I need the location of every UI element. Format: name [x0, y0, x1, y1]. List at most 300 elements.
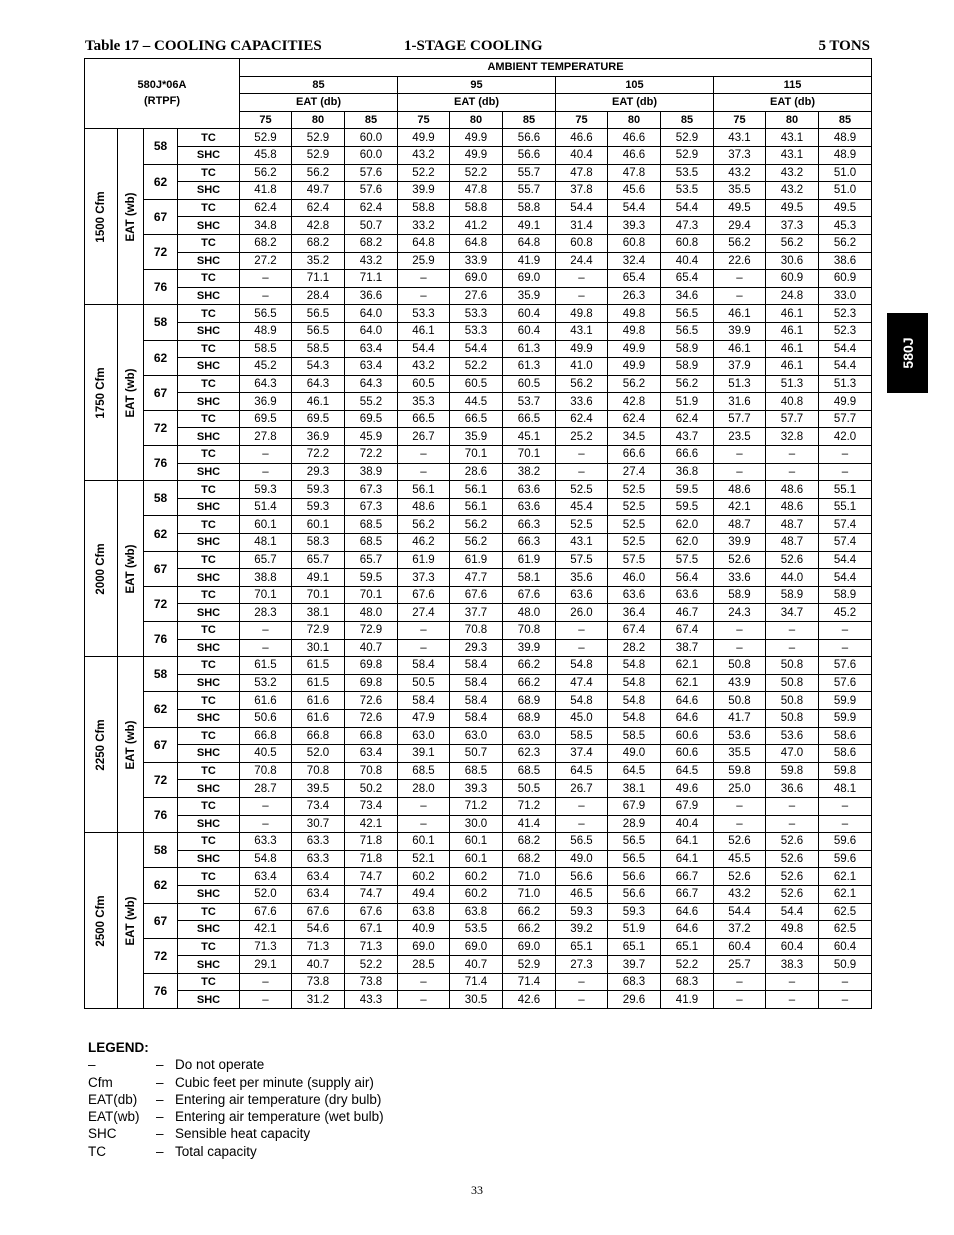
capacity-value: 58.5 [608, 727, 661, 745]
capacity-value: 28.2 [608, 639, 661, 657]
capacity-value: 64.6 [661, 692, 714, 710]
ambient-temp: 95 [398, 76, 556, 94]
shc-label: SHC [178, 815, 240, 833]
capacity-value: 63.4 [345, 358, 398, 376]
eat-db-value: 80 [292, 111, 345, 129]
capacity-value: 67.3 [345, 481, 398, 499]
capacity-value: 49.5 [714, 199, 766, 217]
capacity-value: 30.6 [766, 252, 819, 270]
wet-bulb-temp: 72 [144, 762, 178, 797]
tc-label: TC [178, 797, 240, 815]
eat-db-value: 75 [240, 111, 292, 129]
legend-item [88, 1143, 384, 1160]
capacity-value: 62.4 [345, 199, 398, 217]
shc-label: SHC [178, 498, 240, 516]
table-row [85, 586, 872, 604]
table-row [85, 234, 872, 252]
capacity-value: 66.5 [503, 410, 556, 428]
capacity-value: 62.3 [503, 745, 556, 763]
wet-bulb-temp: 67 [144, 551, 178, 586]
capacity-value: 59.6 [819, 850, 872, 868]
capacity-value: 63.8 [398, 903, 450, 921]
capacity-value: 37.8 [556, 182, 608, 200]
table-row [85, 797, 872, 815]
capacity-value: 60.2 [398, 868, 450, 886]
capacity-value: 63.0 [450, 727, 503, 745]
capacity-value: 31.2 [292, 991, 345, 1009]
capacity-value: – [766, 991, 819, 1009]
capacity-value: 56.6 [608, 868, 661, 886]
eat-wb-label: EAT (wb) [118, 481, 144, 657]
capacity-value: 48.6 [398, 498, 450, 516]
capacity-value: 35.5 [714, 745, 766, 763]
capacity-value: – [240, 270, 292, 288]
capacity-value: 41.2 [450, 217, 503, 235]
capacity-value: 55.1 [819, 481, 872, 499]
capacity-value: 39.5 [292, 780, 345, 798]
legend-dash: – [156, 1074, 164, 1090]
capacity-value: 33.6 [714, 569, 766, 587]
capacity-value: 67.1 [345, 921, 398, 939]
table-row [85, 622, 872, 640]
capacity-value: 58.9 [819, 586, 872, 604]
capacity-value: 64.0 [345, 322, 398, 340]
capacity-value: 42.8 [608, 393, 661, 411]
legend-text: Total capacity [175, 1143, 257, 1159]
shc-label: SHC [178, 463, 240, 481]
capacity-value: 52.9 [661, 146, 714, 164]
eat-wb-label: EAT (wb) [118, 305, 144, 481]
capacity-value: – [556, 815, 608, 833]
capacity-value: 61.6 [292, 709, 345, 727]
capacity-value: 54.4 [556, 199, 608, 217]
capacity-value: – [398, 270, 450, 288]
capacity-value: 50.8 [714, 657, 766, 675]
capacity-value: – [556, 797, 608, 815]
capacity-value: 50.7 [450, 745, 503, 763]
capacity-value: 57.6 [345, 164, 398, 182]
capacity-value: 39.3 [450, 780, 503, 798]
capacity-value: 65.7 [292, 551, 345, 569]
capacity-value: 52.2 [345, 956, 398, 974]
capacity-value: 36.9 [292, 428, 345, 446]
tons-label: 5 TONS [818, 38, 870, 54]
capacity-value: 37.3 [714, 146, 766, 164]
capacity-value: 50.7 [345, 217, 398, 235]
shc-label: SHC [178, 182, 240, 200]
capacity-value: 58.4 [450, 692, 503, 710]
capacity-value: 59.3 [240, 481, 292, 499]
capacity-value: 56.1 [450, 481, 503, 499]
capacity-value: 64.5 [608, 762, 661, 780]
capacity-value: 47.8 [608, 164, 661, 182]
tc-label: TC [178, 270, 240, 288]
capacity-value: – [240, 446, 292, 464]
cfm-label: 2500 Cfm [85, 833, 118, 1009]
capacity-value: 33.2 [398, 217, 450, 235]
capacity-value: 66.8 [345, 727, 398, 745]
capacity-value: 64.8 [503, 234, 556, 252]
capacity-value: 71.3 [240, 938, 292, 956]
capacity-value: 48.9 [240, 322, 292, 340]
table-row [85, 217, 872, 235]
capacity-value: 49.9 [608, 358, 661, 376]
table-row [85, 340, 872, 358]
capacity-value: 40.8 [766, 393, 819, 411]
capacity-value: 54.4 [398, 340, 450, 358]
capacity-value: 60.6 [661, 745, 714, 763]
capacity-value: 52.0 [240, 885, 292, 903]
capacity-value: 63.0 [503, 727, 556, 745]
capacity-value: 37.3 [398, 569, 450, 587]
legend-item [88, 1125, 384, 1142]
legend-text: Cubic feet per minute (supply air) [175, 1074, 374, 1090]
capacity-value: 69.8 [345, 657, 398, 675]
capacity-value: 52.6 [766, 885, 819, 903]
table-row [85, 692, 872, 710]
shc-label: SHC [178, 217, 240, 235]
capacity-value: 53.2 [240, 674, 292, 692]
table-row [85, 780, 872, 798]
capacity-value: 68.2 [345, 234, 398, 252]
capacity-value: 30.7 [292, 815, 345, 833]
shc-label: SHC [178, 850, 240, 868]
tc-label: TC [178, 481, 240, 499]
capacity-value: 56.2 [714, 234, 766, 252]
capacity-value: 52.1 [398, 850, 450, 868]
capacity-value: 40.9 [398, 921, 450, 939]
capacity-value: 71.4 [503, 973, 556, 991]
capacity-value: 28.7 [240, 780, 292, 798]
capacity-value: 65.4 [608, 270, 661, 288]
capacity-value: 39.7 [608, 956, 661, 974]
capacity-value: 61.3 [503, 340, 556, 358]
table-row [85, 973, 872, 991]
capacity-value: 60.0 [345, 129, 398, 147]
table-row [85, 305, 872, 323]
table-row [85, 903, 872, 921]
capacity-value: 38.1 [292, 604, 345, 622]
legend-text: Entering air temperature (dry bulb) [175, 1091, 382, 1107]
capacity-value: 32.8 [766, 428, 819, 446]
capacity-value: 63.4 [345, 745, 398, 763]
capacity-value: 37.7 [450, 604, 503, 622]
capacity-value: 62.1 [819, 885, 872, 903]
capacity-value: 50.2 [345, 780, 398, 798]
capacity-value: 58.4 [450, 674, 503, 692]
capacity-value: – [714, 287, 766, 305]
capacity-value: 67.6 [345, 903, 398, 921]
capacity-value: 66.3 [503, 516, 556, 534]
capacity-value: 27.4 [608, 463, 661, 481]
capacity-value: – [766, 973, 819, 991]
capacity-value: 45.5 [714, 850, 766, 868]
page-number: 33 [471, 1183, 483, 1197]
capacity-value: 42.1 [714, 498, 766, 516]
capacity-value: 62.5 [819, 921, 872, 939]
shc-label: SHC [178, 956, 240, 974]
wet-bulb-temp: 62 [144, 692, 178, 727]
capacity-value: – [240, 797, 292, 815]
capacity-value: 56.5 [240, 305, 292, 323]
capacity-value: 45.2 [819, 604, 872, 622]
capacity-value: 64.3 [292, 375, 345, 393]
capacity-value: 73.8 [292, 973, 345, 991]
legend-key: – [88, 1057, 96, 1073]
capacity-value: 59.6 [819, 833, 872, 851]
capacity-value: 52.5 [556, 481, 608, 499]
capacity-value: 51.3 [714, 375, 766, 393]
capacity-value: 49.4 [398, 885, 450, 903]
wet-bulb-temp: 58 [144, 129, 178, 164]
capacity-value: 56.4 [661, 569, 714, 587]
capacity-value: 57.7 [766, 410, 819, 428]
capacity-value: 62.1 [819, 868, 872, 886]
capacity-value: 47.9 [398, 709, 450, 727]
capacity-value: 70.1 [292, 586, 345, 604]
capacity-value: 68.2 [503, 833, 556, 851]
eat-db-value: 75 [714, 111, 766, 129]
capacity-value: 56.5 [608, 850, 661, 868]
capacity-value: 68.3 [661, 973, 714, 991]
capacity-value: 63.6 [503, 498, 556, 516]
tc-label: TC [178, 938, 240, 956]
capacity-value: 47.0 [766, 745, 819, 763]
capacity-value: 59.8 [819, 762, 872, 780]
capacity-value: – [240, 463, 292, 481]
capacity-value: 45.0 [556, 709, 608, 727]
capacity-value: 67.4 [608, 622, 661, 640]
capacity-value: 70.8 [503, 622, 556, 640]
capacity-value: 71.0 [503, 885, 556, 903]
capacity-value: 49.9 [450, 129, 503, 147]
capacity-value: 56.2 [608, 375, 661, 393]
capacity-value: 73.4 [292, 797, 345, 815]
tc-label: TC [178, 129, 240, 147]
capacity-value: 60.4 [714, 938, 766, 956]
capacity-value: 49.7 [292, 182, 345, 200]
table-row [85, 833, 872, 851]
capacity-value: 66.8 [292, 727, 345, 745]
capacity-value: 64.6 [661, 709, 714, 727]
shc-label: SHC [178, 674, 240, 692]
table-row [85, 657, 872, 675]
capacity-value: 65.4 [661, 270, 714, 288]
table-row [85, 428, 872, 446]
capacity-value: 37.3 [766, 217, 819, 235]
capacity-value: 56.1 [398, 481, 450, 499]
shc-label: SHC [178, 534, 240, 552]
capacity-value: 28.4 [292, 287, 345, 305]
tc-label: TC [178, 446, 240, 464]
capacity-value: 56.5 [556, 833, 608, 851]
capacity-value: 53.5 [661, 182, 714, 200]
capacity-value: 52.2 [450, 164, 503, 182]
table-row [85, 287, 872, 305]
capacity-value: 52.6 [714, 551, 766, 569]
capacity-value: 36.8 [661, 463, 714, 481]
capacity-value: 49.9 [450, 146, 503, 164]
capacity-value: 40.4 [556, 146, 608, 164]
tc-label: TC [178, 833, 240, 851]
capacity-value: 48.6 [766, 498, 819, 516]
table-row [85, 551, 872, 569]
capacity-value: 52.5 [608, 534, 661, 552]
capacity-value: 66.6 [661, 446, 714, 464]
capacity-value: 59.8 [714, 762, 766, 780]
capacity-value: 33.9 [450, 252, 503, 270]
capacity-value: 49.8 [608, 322, 661, 340]
capacity-value: 68.5 [450, 762, 503, 780]
tc-label: TC [178, 375, 240, 393]
capacity-value: 51.9 [608, 921, 661, 939]
capacity-value: – [766, 446, 819, 464]
capacity-value: 57.5 [556, 551, 608, 569]
wet-bulb-temp: 76 [144, 797, 178, 832]
capacity-value: 62.0 [661, 534, 714, 552]
capacity-value: 38.7 [661, 639, 714, 657]
tc-label: TC [178, 164, 240, 182]
capacity-value: 60.9 [819, 270, 872, 288]
legend-dash: – [156, 1143, 164, 1159]
capacity-value: 61.5 [240, 657, 292, 675]
capacity-value: 28.6 [450, 463, 503, 481]
wet-bulb-temp: 76 [144, 622, 178, 657]
capacity-value: 61.5 [292, 674, 345, 692]
capacity-value: 69.0 [450, 270, 503, 288]
capacity-value: 67.6 [450, 586, 503, 604]
capacity-value: – [240, 622, 292, 640]
tc-label: TC [178, 762, 240, 780]
capacity-value: 27.3 [556, 956, 608, 974]
capacity-value: 59.3 [556, 903, 608, 921]
capacity-value: – [819, 463, 872, 481]
capacity-value: – [240, 991, 292, 1009]
capacity-value: – [398, 622, 450, 640]
model-subcode: (RTPF) [143, 95, 181, 107]
cooling-capacity-table [84, 58, 872, 1009]
capacity-value: 69.0 [503, 938, 556, 956]
wet-bulb-temp: 67 [144, 727, 178, 762]
table-row [85, 639, 872, 657]
capacity-value: 70.1 [240, 586, 292, 604]
table-row [85, 446, 872, 464]
capacity-value: 41.7 [714, 709, 766, 727]
capacity-value: 66.8 [240, 727, 292, 745]
table-row [85, 375, 872, 393]
capacity-value: 28.5 [398, 956, 450, 974]
capacity-value: 51.3 [766, 375, 819, 393]
capacity-value: 63.6 [503, 481, 556, 499]
table-row [85, 410, 872, 428]
capacity-value: 32.4 [608, 252, 661, 270]
capacity-value: 46.6 [608, 129, 661, 147]
capacity-value: 31.6 [714, 393, 766, 411]
capacity-value: 47.4 [556, 674, 608, 692]
wet-bulb-temp: 62 [144, 164, 178, 199]
capacity-value: 24.3 [714, 604, 766, 622]
capacity-value: 49.1 [292, 569, 345, 587]
capacity-value: 57.6 [819, 674, 872, 692]
capacity-value: 58.8 [398, 199, 450, 217]
capacity-value: 65.1 [661, 938, 714, 956]
capacity-value: 48.7 [766, 516, 819, 534]
capacity-value: 56.6 [503, 146, 556, 164]
capacity-value: 56.6 [503, 129, 556, 147]
capacity-value: 64.5 [661, 762, 714, 780]
capacity-value: 70.8 [450, 622, 503, 640]
capacity-value: 56.5 [661, 322, 714, 340]
wet-bulb-temp: 76 [144, 270, 178, 305]
capacity-value: 63.4 [292, 885, 345, 903]
capacity-value: 35.6 [556, 569, 608, 587]
capacity-value: 64.8 [398, 234, 450, 252]
capacity-value: – [240, 287, 292, 305]
wet-bulb-temp: 62 [144, 516, 178, 551]
capacity-value: 55.7 [503, 164, 556, 182]
capacity-value: – [766, 797, 819, 815]
capacity-value: 58.1 [503, 569, 556, 587]
legend-key: TC [88, 1143, 106, 1159]
capacity-value: 30.0 [450, 815, 503, 833]
capacity-value: 46.5 [556, 885, 608, 903]
capacity-value: 61.5 [292, 657, 345, 675]
capacity-value: – [714, 973, 766, 991]
capacity-value: 54.4 [819, 569, 872, 587]
capacity-value: 50.6 [240, 709, 292, 727]
cfm-label: 2000 Cfm [85, 481, 118, 657]
capacity-value: 70.1 [345, 586, 398, 604]
capacity-value: 56.2 [556, 375, 608, 393]
capacity-value: 53.3 [398, 305, 450, 323]
capacity-value: 49.9 [819, 393, 872, 411]
capacity-value: – [766, 815, 819, 833]
capacity-value: 43.1 [556, 322, 608, 340]
capacity-value: – [556, 622, 608, 640]
capacity-value: 49.0 [608, 745, 661, 763]
capacity-value: 67.6 [398, 586, 450, 604]
table-title: Table 17 – COOLING CAPACITIES [85, 38, 322, 54]
capacity-value: 43.2 [714, 164, 766, 182]
capacity-value: 63.4 [345, 340, 398, 358]
capacity-value: – [714, 815, 766, 833]
capacity-value: 29.3 [292, 463, 345, 481]
shc-label: SHC [178, 428, 240, 446]
capacity-value: 50.5 [398, 674, 450, 692]
capacity-value: 63.0 [398, 727, 450, 745]
eat-db-value: 80 [608, 111, 661, 129]
legend-title: LEGEND: [88, 1040, 149, 1055]
capacity-value: 66.7 [661, 868, 714, 886]
eat-db-value: 85 [819, 111, 872, 129]
capacity-value: 54.3 [292, 358, 345, 376]
capacity-value: 56.5 [661, 305, 714, 323]
capacity-value: 46.1 [766, 322, 819, 340]
capacity-value: 24.4 [556, 252, 608, 270]
capacity-value: 69.0 [503, 270, 556, 288]
capacity-value: 59.9 [819, 709, 872, 727]
eat-wb-label: EAT (wb) [118, 657, 144, 833]
capacity-value: 57.6 [819, 657, 872, 675]
capacity-value: 62.4 [556, 410, 608, 428]
capacity-value: 68.2 [240, 234, 292, 252]
capacity-value: 49.9 [398, 129, 450, 147]
capacity-value: – [398, 815, 450, 833]
capacity-value: 48.9 [819, 129, 872, 147]
capacity-value: 72.2 [345, 446, 398, 464]
capacity-value: 35.2 [292, 252, 345, 270]
table-row [85, 252, 872, 270]
